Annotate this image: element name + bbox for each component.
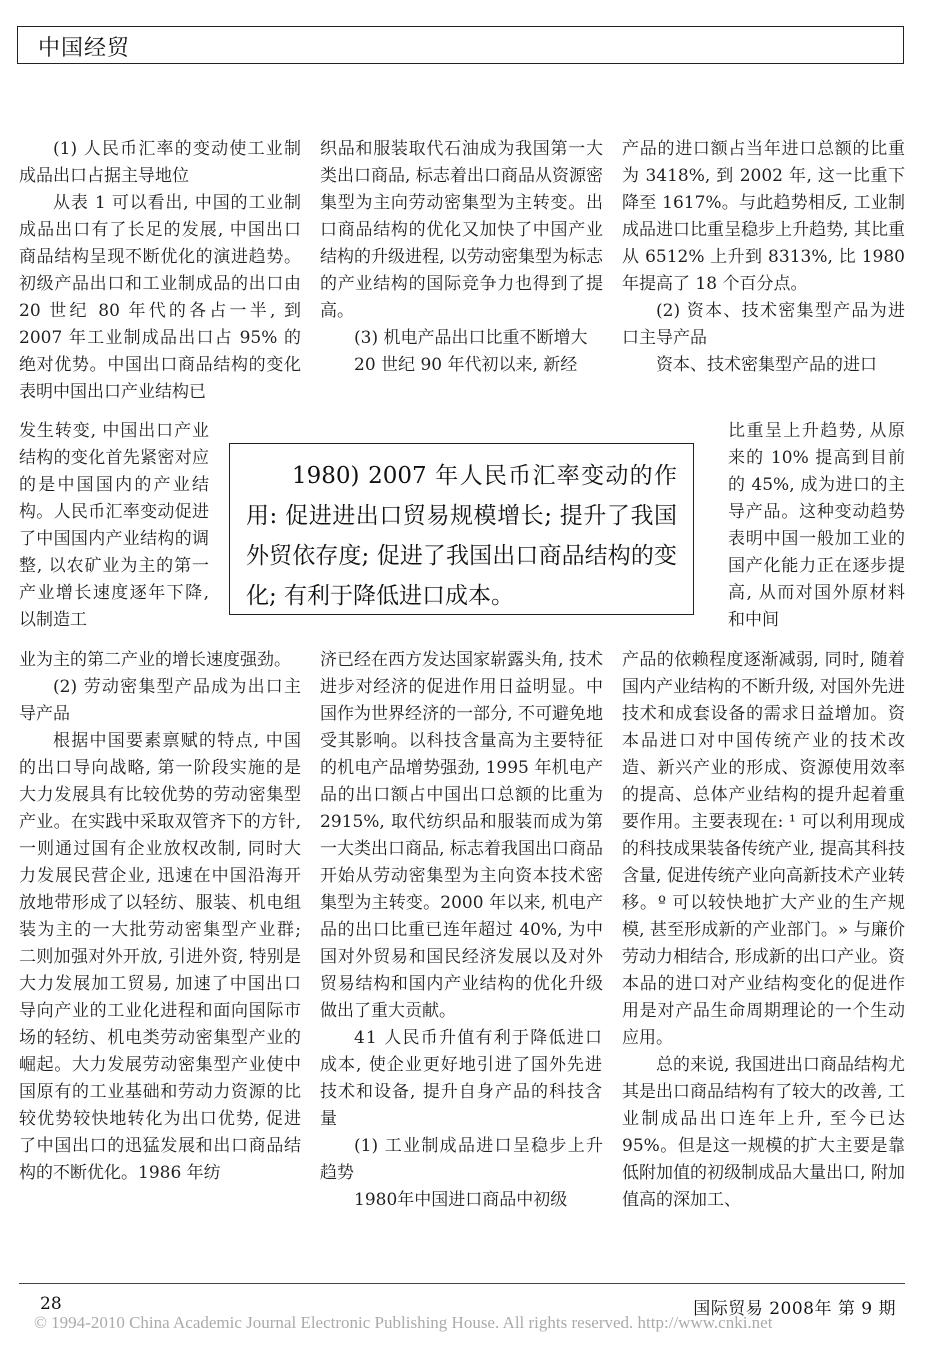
body-paragraph: 20 世纪 90 年代初以来, 新经 — [354, 355, 578, 375]
column-2-bottom — [320, 647, 603, 1214]
body-paragraph: 资本、技术密集型产品的进口 — [656, 355, 877, 375]
column-3-bottom — [622, 647, 905, 1214]
column-1-bottom — [19, 647, 301, 1187]
body-paragraph: 1980年中国进口商品中初级 — [354, 1190, 568, 1210]
section-heading: (3) 机电产品出口比重不断增大 — [354, 328, 588, 348]
body-paragraph: 根据中国要素禀赋的特点, 中国的出口导向战略, 第一阶段实施的是大力发展具有比较优势的劳动密集型产业。在实践中采取双管齐下的方针, 一则通过国有企业放权改制, 同时大力发展民营企业, 迅速在中国沿海开放地带形成了以轻纺、服装、机电组装为主的一大批劳动密集型产业群; 二则加强对外开放, 引进外资, 特别是大力发展加工贸易, 加速了中国出口导向产业的工业化进程和面向国际市场的轻纺、机电类劳动密集型产业的崛起。大力发展劳动密集型产业使中国原有的工业基础和劳动力资源的比较优势较快地转化为出口优势, 促进了中国出口的迅猛发展和出口商品结构的不断优化。1986 年纺 — [19, 731, 301, 1183]
footer-divider — [19, 1283, 905, 1284]
page-number: 28 — [40, 1294, 62, 1314]
section-heading: 41 人民币升值有利于降低进口成本, 使企业更好地引进了国外先进技术和设备, 提升自身产品的科技含量 — [320, 1028, 603, 1129]
column-3-top — [622, 136, 905, 379]
journal-header — [17, 26, 904, 64]
body-paragraph: 织品和服装取代石油成为我国第一大类出口商品, 标志着出口商品从资源密集型为主向劳动密集型为主转变。出口商品结构的优化又加快了中国产业结构的升级进程, 以劳动密集型为标志的产业结构的国际竞争力也得到了提高。 — [320, 139, 603, 321]
body-paragraph: 产品的依赖程度逐渐减弱, 同时, 随着国内产业结构的不断升级, 对国外先进技术和成套设备的需求日益增加。资本品进口对中国传统产业的技术改造、新兴产业的形成、资源使用效率的提高、总体产业结构的提升起着重要作用。主要表现在: ¹ 可以利用现成的科技成果装备传统产业, 提高其科技含量, 促进传统产业向高新技术产业转移。º 可以较快地扩大产业的生产规模, 甚至形成新的产业部门。» 与廉价劳动力相结合, 形成新的出口产业。资本品的进口对产业结构变化的促进作用是对产品生命周期理论的一个生动应用。 — [622, 650, 905, 1048]
pull-quote-text: 1980) 2007 年人民币汇率变动的作用: 促进进出口贸易规模增长; 提升了我国外贸依存度; 促进了我国出口商品结构的变化; 有利于降低进口成本。 — [246, 463, 677, 609]
journal-name: 中国经贸 — [38, 36, 131, 61]
body-paragraph: 济已经在西方发达国家崭露头角, 技术进步对经济的促进作用日益明显。中国作为世界经济的一部分, 不可避免地受其影响。以科技含量高为主要特征的机电产品增势强劲, 1995 年机电产品的出口额占中国出口总额的比重为 2915%, 取代纺织品和服装而成为第一大类出口商品, 标志着我国出口商品开始从劳动密集型为主向资本技术密集型为主转变。2000 年以来, 机电产品的出口比重已连年超过 40%, 为中国对外贸易和国民经济发展以及对外贸易结构和国内产业结构的优化升级做出了重大贡献。 — [320, 650, 603, 1021]
section-heading: (2) 资本、技术密集型产品为进口主导产品 — [622, 301, 905, 348]
column-3-wrapped-text — [728, 418, 905, 634]
body-paragraph: 业为主的第二产业的增长速度强劲。 — [19, 650, 291, 670]
column-2-top — [320, 136, 603, 379]
pull-quote-box — [229, 443, 694, 615]
section-heading: (1) 工业制成品进口呈稳步上升趋势 — [320, 1136, 603, 1183]
column-1-top — [19, 136, 301, 406]
body-paragraph: 比重呈上升趋势, 从原来的 10% 提高到目前的 45%, 成为进口的主导产品。这种变动趋势表明中国一般加工业的国产化能力正在逐步提高, 从而对国外原材料和中间 — [728, 421, 905, 630]
body-paragraph: 总的来说, 我国进出口商品结构尤其是出口商品结构有了较大的改善, 工业制成品出口连年上升, 至今已达 95%。但是这一规模的扩大主要是靠低附加值的初级制成品大量出口, 附加值高的深加工、 — [622, 1055, 905, 1210]
body-paragraph: 从表 1 可以看出, 中国的工业制成品出口有了长足的发展, 中国出口商品结构呈现不断优化的演进趋势。初级产品出口和工业制成品的出口由 20 世纪 80 年代的各占一半, 到 2007 年工业制成品出口占 95% 的绝对优势。中国出口商品结构的变化表明中国出口产业结构已 — [19, 193, 301, 402]
copyright-notice: © 1994-2010 China Academic Journal Electronic Publishing House. All rights reserved. http://www.cnki.net — [34, 1313, 773, 1332]
section-heading: (2) 劳动密集型产品成为出口主导产品 — [19, 677, 301, 724]
section-heading: (1) 人民币汇率的变动使工业制成品出口占据主导地位 — [19, 139, 301, 186]
body-paragraph: 产品的进口额占当年进口总额的比重为 3418%, 到 2002 年, 这一比重下降至 1617%。与此趋势相反, 工业制成品进口比重呈稳步上升趋势, 其比重从 6512% 上升到 8313%, 比 1980 年提高了 18 个百分点。 — [622, 139, 905, 294]
body-paragraph: 发生转变, 中国出口产业结构的变化首先紧密对应的是中国国内的产业结构。人民币汇率变动促进了中国国内产业结构的调整, 以农矿业为主的第一产业增长速度逐年下降, 以制造工 — [19, 421, 209, 630]
issue-info: 国际贸易 2008年 第 9 期 — [693, 1299, 896, 1319]
column-1-wrapped-text — [19, 418, 209, 634]
